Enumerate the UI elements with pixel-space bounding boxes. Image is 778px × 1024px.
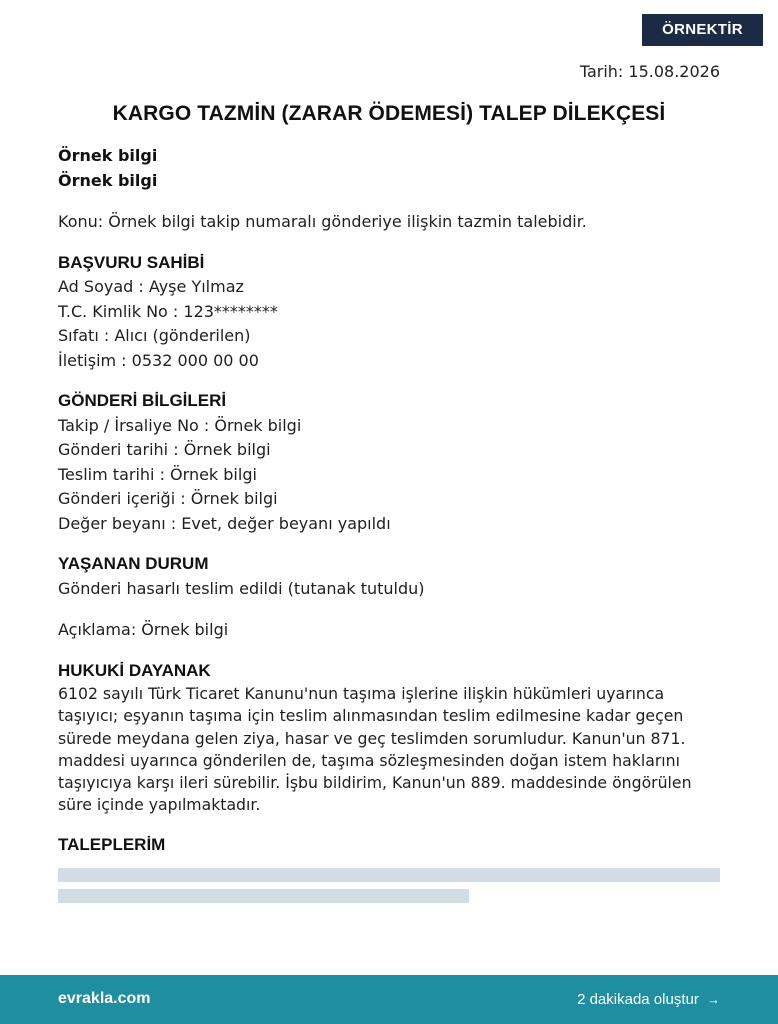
brand-link[interactable]: evrakla.com bbox=[58, 990, 151, 1007]
legal-line: maddesi uyarınca gönderilen de, taşıma sözleşmesinden doğan istem haklarını bbox=[58, 750, 680, 770]
recipient-line-1: Örnek bilgi bbox=[58, 146, 158, 165]
recipient-line-2: Örnek bilgi bbox=[58, 170, 158, 190]
legal-heading: HUKUKİ DAYANAK bbox=[58, 660, 211, 680]
requests-heading: TALEPLERİM bbox=[58, 834, 166, 854]
shipment-tracking: Takip / İrsaliye No : Örnek bilgi bbox=[58, 415, 302, 435]
value-declaration: Değer beyanı : Evet, değer beyanı yapıldı bbox=[58, 513, 391, 533]
legal-paragraph bbox=[58, 683, 722, 817]
applicant-id: T.C. Kimlik No : 123******** bbox=[58, 301, 278, 321]
legal-line: sürede meydana gelen ziya, hasar ve geç teslimden sorumludur. Kanun'un 871. bbox=[58, 728, 686, 748]
shipment-date: Gönderi tarihi : Örnek bilgi bbox=[58, 440, 271, 459]
create-document-label: 2 dakikada oluştur bbox=[577, 991, 699, 1008]
applicant-name: Ad Soyad : Ayşe Yılmaz bbox=[58, 277, 244, 296]
create-document-link[interactable] bbox=[577, 991, 720, 1008]
applicant-role: Sıfatı : Alıcı (gönderilen) bbox=[58, 326, 251, 345]
shipment-contents: Gönderi içeriği : Örnek bilgi bbox=[58, 489, 278, 508]
redacted-text-bar bbox=[58, 868, 720, 882]
legal-line: 6102 sayılı Türk Ticaret Kanunu'nun taşıma işlerine ilişkin hükümleri uyarınca bbox=[58, 684, 665, 703]
situation-heading: YAŞANAN DURUM bbox=[58, 554, 209, 573]
situation-status: Gönderi hasarlı teslim edildi (tutanak tutuldu) bbox=[58, 578, 425, 598]
situation-explanation: Açıklama: Örnek bilgi bbox=[58, 620, 229, 639]
subject-line: Konu: Örnek bilgi takip numaralı gönderiye ilişkin tazmin talebidir. bbox=[58, 212, 587, 231]
legal-line: taşıyıcı; eşyanın taşıma için teslim alınmasından teslim edilmesine kadar geçen bbox=[58, 706, 684, 726]
document-body bbox=[58, 144, 722, 857]
arrow-right-icon: → bbox=[707, 992, 720, 1007]
applicant-heading: BAŞVURU SAHİBİ bbox=[58, 252, 205, 272]
sample-badge: ÖRNEKTİR bbox=[642, 14, 763, 46]
legal-line: süre içinde yapılmaktadır. bbox=[58, 795, 261, 815]
applicant-contact: İletişim : 0532 000 00 00 bbox=[58, 350, 259, 370]
footer-bar bbox=[0, 975, 778, 1024]
delivery-date: Teslim tarihi : Örnek bilgi bbox=[58, 464, 257, 484]
document-date: Tarih: 15.08.2026 bbox=[579, 62, 720, 81]
redacted-text-bar bbox=[58, 889, 469, 903]
document-title: KARGO TAZMİN (ZARAR ÖDEMESİ) TALEP DİLEKÇESİ bbox=[112, 102, 666, 125]
legal-line: taşıyıcıya karşı ileri sürebilir. İşbu bildirim, Kanun'un 889. maddesinde öngörülen bbox=[58, 773, 692, 793]
shipment-heading: GÖNDERİ BİLGİLERİ bbox=[58, 391, 227, 410]
